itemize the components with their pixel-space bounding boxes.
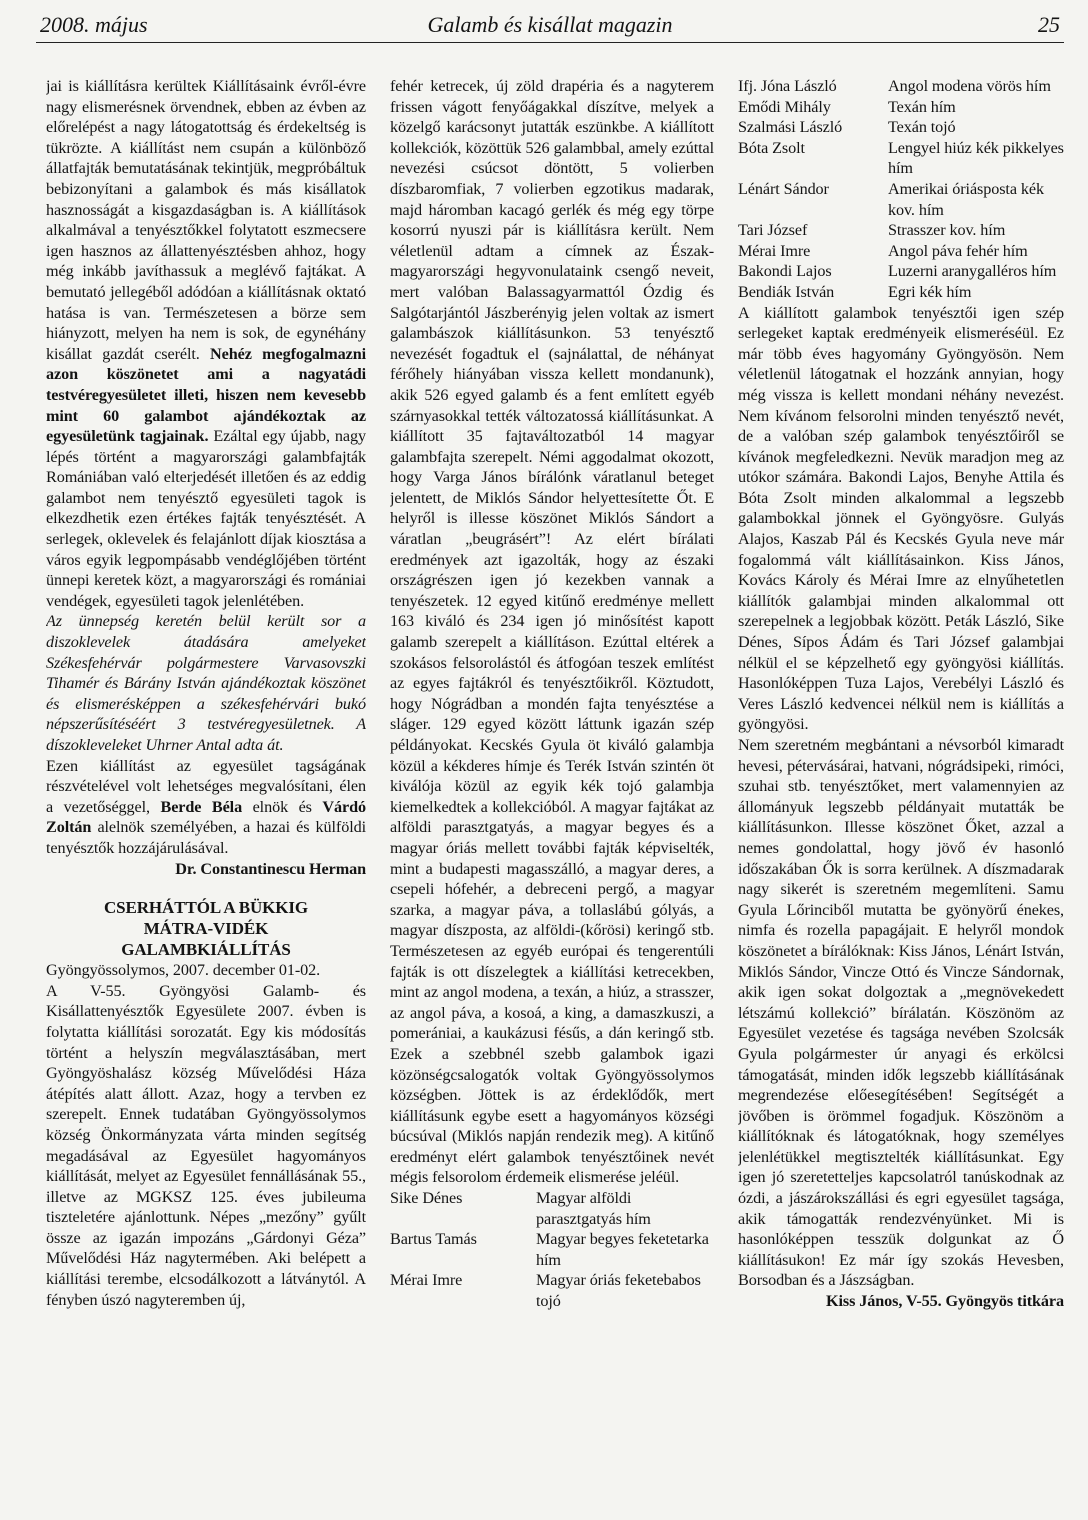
- breeder-name: Sike Dénes: [390, 1189, 463, 1208]
- paragraph: [46, 76, 366, 611]
- award-text: Magyar óriás feketebabos tojó: [536, 1271, 701, 1311]
- award-text: Texán hím: [888, 97, 956, 116]
- page-number: 25: [1038, 12, 1060, 37]
- breeder-name: Szalmási László: [738, 118, 843, 137]
- bold-thanks-text: Nehéz megfogalmazni azon köszönetet ami a nagyatádi testvéregyesületet illeti, hiszen nem kevesebb mint 60 galambot ajándékoztak az egyesületünk tagjainak.: [46, 344, 366, 446]
- award-text: Luzerni aranygalléros hím: [888, 262, 1057, 281]
- title-line: GALAMBKIÁLLÍTÁS: [121, 940, 291, 960]
- breeder-name: Bóta Zsolt: [738, 138, 805, 157]
- breeder-name: Lénárt Sándor: [738, 179, 829, 198]
- award-text: Angol modena vörös hím: [888, 77, 1051, 95]
- breeder-name: Ifj. Jóna László: [738, 77, 837, 95]
- person-name: Várdó Zoltán: [46, 797, 366, 837]
- award-text: Egri kék hím: [888, 282, 972, 301]
- table-row: [738, 220, 1064, 241]
- award-table: [390, 1188, 714, 1312]
- body-text: alelnök személyében, a hazai és külföldi tenyésztők hozzájárulásával.: [46, 818, 366, 857]
- column-1: [46, 76, 366, 1514]
- award-text: Strasszer kov. hím: [888, 221, 1006, 240]
- breeder-name: Emődi Mihály: [738, 97, 831, 116]
- author-signature: Kiss János, V-55. Gyöngyös titkára: [826, 1292, 1064, 1311]
- paragraph: Nem szeretném megbántani a névsorból kimaradt hevesi, pétervásárai, hatvani, nógrádsipeki, rimóci, szuhai stb. tenyésztőket, mert valamennyien az állományuk legszebb példányait mutatták be kiállításunkon. Illesse köszönet Őket, azzal a nemes gondolattal, hogy jövő év hasonló időszakában Ők is sorra kerülnek. A díszmadarak nagy sikerét is szeretném megemlíteni. Samu Gyula Lőrinciből mutatta be gyönyörű énekes, nimfa és rozella papagájait. E helyről mondok köszönetet a bírálóknak: Kiss János, Lénárt István, Miklós Sándor, Vincze Ottó és Vincze Sándornak, akik igen sokat dolgoztak a „megnövekedett létszámú kollekció” bírálatán. Köszönöm az Egyesület vezetése és tagsága nevében Szolcsák Gyula polgármester úr anyagi és erkölcsi támogatását, minden idők legszebb kiállításának megrendezése előesegítésében! Segítségét a jövőben is örömmel fogadjuk. Köszönöm a kiállítóknak és látogatóknak, hogy személyes jelenlétükkel megtisztelték kiállításunkat. Egy igen jó szeretetteljes kapcsolatról tanúskodnak az ózdi, a jászárokszállási és egri egyesület tagsága, akik támogatták rendezvényünket. Mi is hasonlóképpen tesszük dolgunkat az Ő kiállításukon! Ez már így szokás Hevesben, Borsodban és a Jászságban.: [738, 736, 1064, 1290]
- breeder-name: Bakondi Lajos: [738, 262, 832, 281]
- paragraph: [46, 756, 366, 859]
- body-text: Ezen kiállítást az egyesület tagságának részvételével volt lehetséges megvalósítani, élen a vezetőséggel,: [46, 756, 366, 816]
- award-text: Magyar alföldi parasztgatyás hím: [536, 1189, 651, 1228]
- issue-date: 2008. május: [40, 12, 148, 37]
- award-table: [738, 76, 1064, 303]
- breeder-name: Tari József: [738, 221, 808, 240]
- table-row: [390, 1229, 714, 1270]
- body-text: elnök és: [252, 797, 312, 816]
- paragraph: A V-55. Gyöngyösi Galamb- és Kisállattenyésztők Egyesülete 2007. évben is folytatta kiállítási sorozatát. Egy kis módosítás történt a helyszín megválasztásában, mert Gyöngyöshalász község Művelődési Háza átépítés alatt állott. Azaz, hogy a tervben ez szerepelt. Ennek tudatában Gyöngyössolymos község Önkormányzata várta minden segítség megadásával az Egyesület hagyományos kiállítását, melyet az Egyesület fennállásának 55., illetve az MGKSZ 125. éves jubileuma tiszteletére ajánlottunk. Népes „mezőny” gyűlt össze az igazán impozáns „Gárdonyi Géza” Művelődési Ház nagytermében. Aki belépett a kiállítási terembe, elcsodálkozott a látványtól. A fényben úszó nagyteremben új,: [46, 981, 366, 1309]
- table-row: [738, 179, 1064, 220]
- table-row: [738, 138, 1064, 179]
- paragraph: fehér ketrecek, új zöld drapéria és a nagyterem frissen vágott fenyőágakkal díszítve, melyek a közelgő karácsonyt jutatták eszünkbe. A kiállított kollekciók, közöttük 526 galambbal, amely ezúttal nevezési csúcsot döntött, 5 volierben díszbaromfiak, 7 volierben egzotikus madarak, majd háromban kacagó gerlék és még egy törpe kosorrú nyuszi pár is kiállításra került. Nem véletlenül adtam a címnek az Észak-magyarországi hegyvonulataink csengő neveit, mert valóban Balassagyarmattól Ózdig és Salgótarjántól Jászberényig jelen voltak az ismert galambászok kiállításunkon. 53 tenyésztő nevezését fogadtuk el (sajnálattal, de néhányat férőhely hiányában vissza kellett mondanunk), akik 526 egyed galamb és a fent említett egyéb szárnyasokkal tették változatossá kiállításunkat. A kiállított 35 fajtaváltozatból 14 magyar galambfajta szerepelt. Némi aggodalmat okozott, hogy Varga János bírálónk váratlanul beteget jelentett, de Miklós Sándor helyettesítette Őt. E helyről is illesse köszönet Miklós Sándort a váratlan „beugrásért”! Az elért bírálati eredmények azt igazolták, hogy az északi országrészen igen jó kezekben vannak a tenyészetek. 12 egyed kitűnő eredménye mellett 163 kiváló és 234 igen jó minősítést kapott galamb szerepelt a kiállításon. Ezúttal eltérek a szokásos felsorolástól és átfogóan teszek említést az egyes fajtákról és tenyésztőikről. Köztudott, hogy Nógrádban a mondén fajta tenyésztése a sláger. 129 egyed között láttunk igazán szép példányokat. Kecskés Gyula öt kiváló galambja közül a kékderes hímje és Terék István szintén öt kiválója közül az egyik kék tojó galambja kiemelkedtek a kollekcióból. A magyar fajtákat az alföldi parasztgatyás, a magyar begyes és a magyar óriás mellett további fajták képviselték, mint a budapesti magasszálló, a magyar deres, a csepeli hófehér, a debreceni pergő, a magyar szarka, a magyar páva, a tollaslábú gólyás, a magyar díszposta, az alföldi-(kőrösi) keringő stb. Természetesen az egyéb európai és tengerentúli fajták is ott díszelegtek a kiállítási ketrecekben, mint az angol modena, a texán, a hiúz, a strasszer, az angol páva, a kosoá, a king, a damaszkuszi, a pomerániai, a kaukázusi fésűs, a dán keringő stb. Ezek a szebbnél szebb galambok igazi közönségcsalogatók voltak Gyöngyössolymos községben. Jöttek is az érdeklődők, mert kiállításunk egybe esett a hagyományos községi búcsúval (Miklós napján rendezik meg). A kitűnő eredményt elért galambok tenyésztőinek nevét mégis felsorolom érdemeik elismerése jeléül.: [390, 77, 714, 1187]
- table-row: [738, 117, 1064, 138]
- author-signature: Dr. Constantinescu Herman: [175, 859, 366, 878]
- award-text: Lengyel hiúz kék pikkelyes hím: [888, 138, 1064, 178]
- article-title: [46, 897, 366, 960]
- magazine-title: Galamb és kisállat magazin: [427, 12, 673, 37]
- award-text: Angol páva fehér hím: [888, 241, 1028, 260]
- award-text: Magyar begyes feketetarka hím: [536, 1230, 709, 1269]
- award-text: Amerikai óriásposta kék kov. hím: [888, 179, 1044, 219]
- column-3: [738, 76, 1064, 1514]
- page-header: [36, 8, 1064, 43]
- paragraph: A kiállított galambok tenyésztői igen szép serlegeket kaptak eredményeik elismeréséül. Ez már több éves hagyomány Gyöngyösön. Nem véletlenül látogatnak el hozzánk annyian, hogy még vissza is kellett mondani néhány nevezést. Nem kívánom felsorolni minden tenyésztő nevét, de a valóban szép galambok tenyésztőiről se kívánok megfeledkezni. Nevük maradjon meg az utókor számára. Bakondi Lajos, Benyhe Attila és Bóta Zsolt minden alkalommal a legszebb galambokkal jönnek el Gyöngyösre. Gulyás Alajos, Kaszab Pál és Kecskés Gyula neve már fogalommá vált kiállításainkon. Kiss János, Kovács Károly és Mérai Imre az elnyűhetetlen kiállítók galambjai minden alkalommal ott szerepelnek a legjobbak között. Peták László, Sike Dénes, Sípos Ádám és Tari József galambjai nélkül el se képzelhető egy gyöngyösi kiállítás. Hasonlóképpen Tuza Lajos, Verebélyi László és Veres László kedvencei nélkül nem is kiállítás a gyöngyösi.: [738, 303, 1064, 734]
- title-line: CSERHÁTTÓL A BÜKKIG: [103, 898, 309, 918]
- person-name: Berde Béla: [160, 797, 243, 816]
- title-line: MÁTRA-VIDÉK: [143, 919, 269, 939]
- table-row: [738, 261, 1064, 282]
- breeder-name: Bartus Tamás: [390, 1230, 477, 1249]
- table-row: [738, 282, 1064, 303]
- body-text: Ezáltal egy újabb, nagy lépés történt a magyarországi galambfajták Romániában való elterjedését illetően és az eddig galambot nem tenyésztő egyesületi tagok is elkezdhetik ezen értékes fajták tenyésztését. A serlegek, oklevelek és felajánlott díjak kiosztása a város egyik legpompásabb vendéglőjében történt ünnepi keretek közt, a magyarországi és romániai vendégek, egyesületi tagok jelenlétében.: [46, 427, 366, 610]
- column-2: [390, 76, 714, 1514]
- table-row: [738, 97, 1064, 118]
- table-row: [390, 1188, 714, 1229]
- table-row: [738, 241, 1064, 262]
- table-row: [390, 1270, 714, 1311]
- table-row: [738, 76, 1064, 97]
- award-text: Texán tojó: [888, 118, 956, 137]
- body-text: jai is kiállításra kerültek Kiállításaink évről-évre nagy elismerésnek örvendnek, ebben az évben az előrelépést a nagy látogatottság és érdekeltség is tükrözte. A kiállítást nem csupán a különböző állatfajták bemutatásának tekintjük, megpróbáltuk bebizonyítani a galambok és más kisállatok hasznosságát a kisgazdaságban is. A kiállítások alkalmával a tenyésztőkkel folytatott eszmecsere igen hasznos az állattenyésztésben ahhoz, hogy még inkább javíthassuk a meglévő fajtákat. A bemutató jellegéből adódóan a kiállításnak oktató hatása is van. Természetesen a börze sem hiányzott, melyen ha nem is sok, de egynéhány kisállat gazdát cserélt.: [46, 77, 366, 363]
- breeder-name: Mérai Imre: [390, 1271, 463, 1290]
- breeder-name: Mérai Imre: [738, 241, 811, 260]
- italic-paragraph: Az ünnepség keretén belül került sor a diszoklevelek átadására amelyeket Székesfehérvár polgármestere Varvasovszki Tihamér és Bárány István ajándékoztak köszönet és elismerésképpen a székesfehérvári bukó népszerűsítéséért 3 testvéregyesületnek. A díszokleveleket Uhrner Antal adta át.: [46, 612, 366, 754]
- breeder-name: Bendiák István: [738, 282, 835, 301]
- dateline: Gyöngyössolymos, 2007. december 01-02.: [46, 961, 321, 980]
